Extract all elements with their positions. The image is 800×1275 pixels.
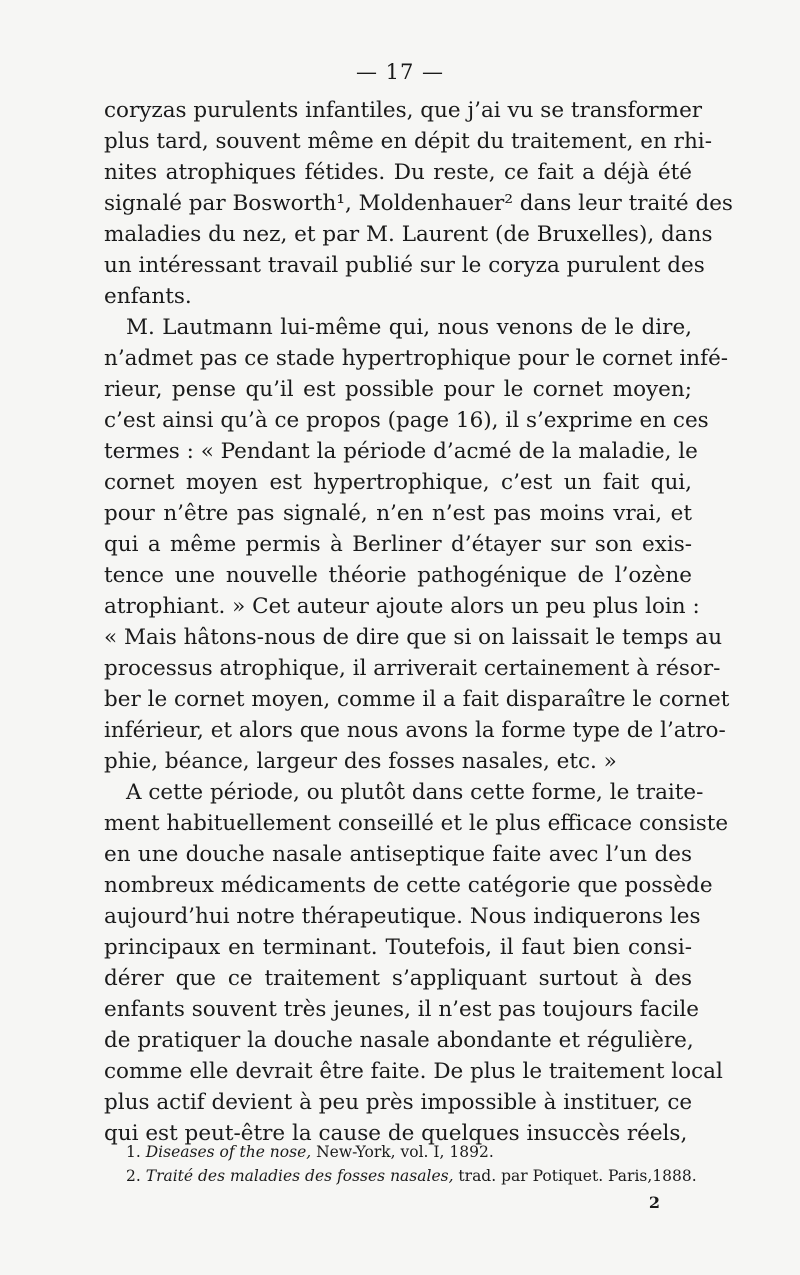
text-line: nites atrophiques fétides. Du reste, ce fait a déjà été: [104, 160, 692, 185]
text-line: A cette période, ou plutôt dans cette forme, le traite-: [126, 780, 704, 805]
text-line: phie, béance, largeur des fosses nasales, etc. »: [104, 749, 617, 774]
footnote-detail: New-York, vol. I, 1892.: [311, 1143, 494, 1161]
text-line: principaux en terminant. Toutefois, il faut bien consi-: [104, 935, 692, 960]
footnote: [126, 1140, 692, 1164]
text-line: ment habituellement conseillé et le plus efficace consiste: [104, 811, 729, 836]
text-line: coryzas purulents infantiles, que j’ai vu se transformer: [104, 98, 703, 123]
text-line: n’admet pas ce stade hypertrophique pour le cornet infé-: [104, 346, 729, 371]
text-line: plus tard, souvent même en dépit du traitement, en rhi-: [104, 129, 712, 154]
text-line: processus atrophique, il arriverait certainement à résor-: [104, 656, 721, 681]
text-line: plus actif devient à peu près impossible à instituer, ce: [104, 1090, 693, 1115]
footnotes: [126, 1140, 697, 1188]
text-line: maladies du nez, et par M. Laurent (de Bruxelles), dans: [104, 222, 713, 247]
paragraph: [104, 312, 730, 777]
text-line: c’est ainsi qu’à ce propos (page 16), il s’exprime en ces: [104, 408, 709, 433]
text-line: comme elle devrait être faite. De plus le traitement local: [104, 1059, 723, 1084]
text-line: inférieur, et alors que nous avons la forme type de l’atro-: [104, 718, 726, 743]
text-line: M. Lautmann lui-même qui, nous venons de le dire,: [126, 315, 692, 340]
text-line: atrophiant. » Cet auteur ajoute alors un peu plus loin :: [104, 594, 700, 619]
text-line: nombreux médicaments de cette catégorie que possède: [104, 873, 713, 898]
text-line: qui est peut-être la cause de quelques insuccès réels,: [104, 1121, 688, 1146]
text-line: « Mais hâtons-nous de dire que si on laissait le temps au: [104, 625, 723, 650]
footnote: [126, 1164, 697, 1188]
text-line: tence une nouvelle théorie pathogénique de l’ozène: [104, 563, 692, 588]
text-line: en une douche nasale antiseptique faite avec l’un des: [104, 842, 692, 867]
text-line: pour n’être pas signalé, n’en n’est pas moins vrai, et: [104, 501, 692, 526]
signature-mark: 2: [648, 1193, 660, 1212]
footnote-number: 2.: [126, 1167, 141, 1185]
text-line: signalé par Bosworth¹, Moldenhauer² dans leur traité des: [104, 191, 733, 216]
text-line: un intéressant travail publié sur le coryza purulent des: [104, 253, 705, 278]
footnote-title: Traité des maladies des fosses nasales,: [145, 1167, 454, 1185]
text-line: dérer que ce traitement s’appliquant surtout à des: [104, 966, 692, 991]
footnote-title: Diseases of the nose,: [145, 1143, 312, 1161]
text-line: enfants souvent très jeunes, il n’est pas toujours facile: [104, 997, 700, 1022]
text-line: termes : « Pendant la période d’acmé de la maladie, le: [104, 439, 698, 464]
paragraph: [104, 95, 733, 312]
text-line: ber le cornet moyen, comme il a fait disparaître le cornet: [104, 687, 730, 712]
text-line: enfants.: [104, 284, 192, 309]
footnote-number: 1.: [126, 1143, 141, 1161]
paragraph: [104, 777, 729, 1149]
text-line: cornet moyen est hypertrophique, c’est un fait qui,: [104, 470, 692, 495]
body-text: [104, 95, 733, 1149]
text-line: qui a même permis à Berliner d’étayer sur son exis-: [104, 532, 692, 557]
text-line: aujourd’hui notre thérapeutique. Nous indiquerons les: [104, 904, 701, 929]
text-line: rieur, pense qu’il est possible pour le cornet moyen;: [104, 377, 692, 402]
footnote-detail: trad. par Potiquet. Paris,1888.: [453, 1167, 697, 1185]
text-line: de pratiquer la douche nasale abondante et régulière,: [104, 1028, 694, 1053]
page-number: — 17 —: [355, 60, 445, 84]
